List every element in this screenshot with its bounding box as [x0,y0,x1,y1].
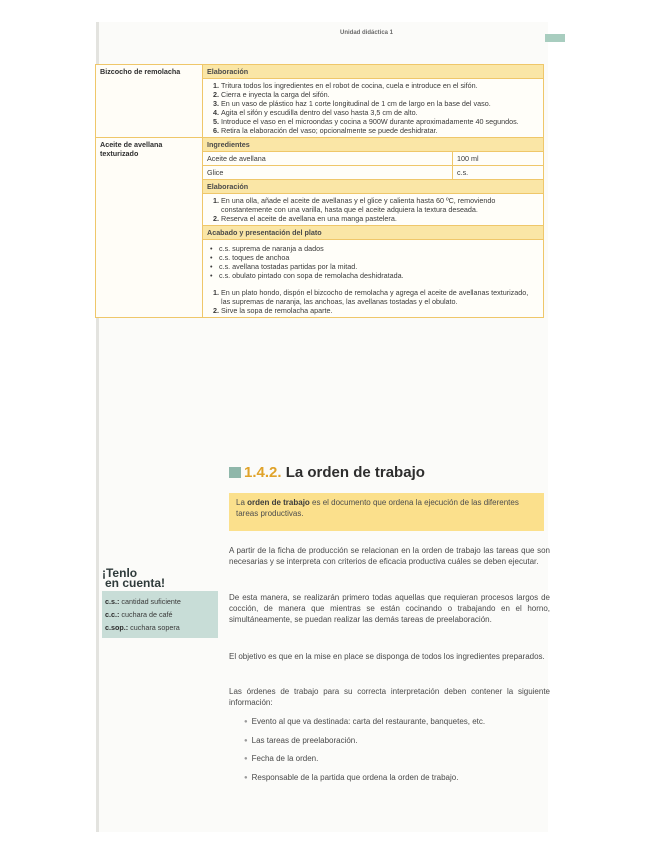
tenlo-title: ¡Tenlo en cuenta! [102,566,166,590]
ingredient-qty: 100 ml [452,152,539,165]
elaboracion-header: Elaboración [203,65,544,79]
list-item: 5. Introduce el vaso en el microondas y cocina a 900W durante aproximadamente 40 segundos. [221,117,539,126]
ingredient-row [203,152,544,166]
section-heading [229,464,425,481]
ingredient-row [203,166,544,180]
list-item: 1. En un plato hondo, dispón el bizcocho de remolacha y agrega el aceite de avellanas texturizado, las supremas de naranja, las anchoas, las avellanas tostadas y el obulato. [221,288,539,306]
section-number: 1.4.2. [244,464,282,481]
elaboracion-header: Elaboración [203,180,544,194]
running-head: Unidad didáctica 1 [340,30,394,36]
recipe-table [95,64,544,318]
list-item: 3. En un vaso de plástico haz 1 corte longitudinal de 1 cm de largo en la base del vaso. [221,99,539,108]
list-item: ● Las tareas de preelaboración. [244,732,485,751]
tenlo-en-cuenta-box [102,568,218,638]
info-bullet-list [244,713,485,787]
chapter-tab [545,34,565,42]
section-title: La orden de trabajo [285,464,425,481]
abbreviation-list [102,591,218,638]
list-item: 1. Tritura todos los ingredientes en el robot de cocina, cuela e introduce en el sifón. [221,81,539,90]
ingredient-qty: c.s. [452,166,539,179]
definition-box: La orden de trabajo es el documento que ordena la ejecución de las diferentes tareas productivas. [229,493,544,531]
section-icon [229,467,241,478]
recipe-name-bizcocho: Bizcocho de remolacha [96,65,203,138]
list-item: • c.s. avellana tostadas partidas por la mitad. [219,262,539,271]
list-item: ● Evento al que va destinada: carta del restaurante, banquetes, etc. [244,713,485,732]
list-item: 2. Sirve la sopa de remolacha aparte. [221,306,539,315]
paragraph: A partir de la ficha de producción se relacionan en la orden de trabajo las tareas que son necesarias y se interpreta con criterios de eficacia productiva cuáles se deben ejecutar. [229,546,550,566]
list-item: c.c.: cuchara de café [105,610,173,619]
ingredient-name: Aceite de avellana [207,154,266,163]
acabado-content [203,240,544,318]
list-item: 6. Retira la elaboración del vaso; opcionalmente se puede deshidratar. [221,126,539,135]
list-item: 2. Reserva el aceite de avellana en una manga pastelera. [221,214,539,223]
recipe-name-aceite: Aceite de avellana texturizado [96,138,203,318]
list-item: c.sop.: cuchara sopera [105,623,180,632]
paragraph: De esta manera, se realizarán primero todas aquellas que requieran procesos largos de cocción, de manera que mientras se están cocinando o trabajando en el horno, simultáneamente, se puedan realizar las demás tareas de preelaboración. [229,593,550,624]
list-item: ● Responsable de la partida que ordena la orden de trabajo. [244,769,485,788]
list-item: ● Fecha de la orden. [244,750,485,769]
ingredientes-header: Ingredientes [203,138,544,152]
paragraph: El objetivo es que en la mise en place se disponga de todos los ingredientes preparados. [229,652,545,661]
definition-term: orden de trabajo [247,498,310,507]
list-item: • c.s. toques de anchoa [219,253,539,262]
list-item: 4. Agita el sifón y escudilla dentro del vaso hasta 3,5 cm de alto. [221,108,539,117]
list-item: 1. En una olla, añade el aceite de avellanas y el glice y calienta hasta 60 ºC, removiendo constantemente con una varilla, hasta que el aceite adquiera la textura deseada. [221,196,539,214]
list-item: c.s.: cantidad suficiente [105,597,181,606]
ingredient-name: Glice [207,168,224,177]
bizcocho-steps [203,79,544,138]
aceite-steps [203,194,544,226]
list-item: • c.s. obulato pintado con sopa de remolacha deshidratada. [219,271,539,280]
acabado-header: Acabado y presentación del plato [203,226,544,240]
paragraph: Las órdenes de trabajo para su correcta interpretación deben contener la siguiente información: [229,687,550,707]
list-item: 2. Cierra e inyecta la carga del sifón. [221,90,539,99]
list-item: • c.s. suprema de naranja a dados [219,244,539,253]
